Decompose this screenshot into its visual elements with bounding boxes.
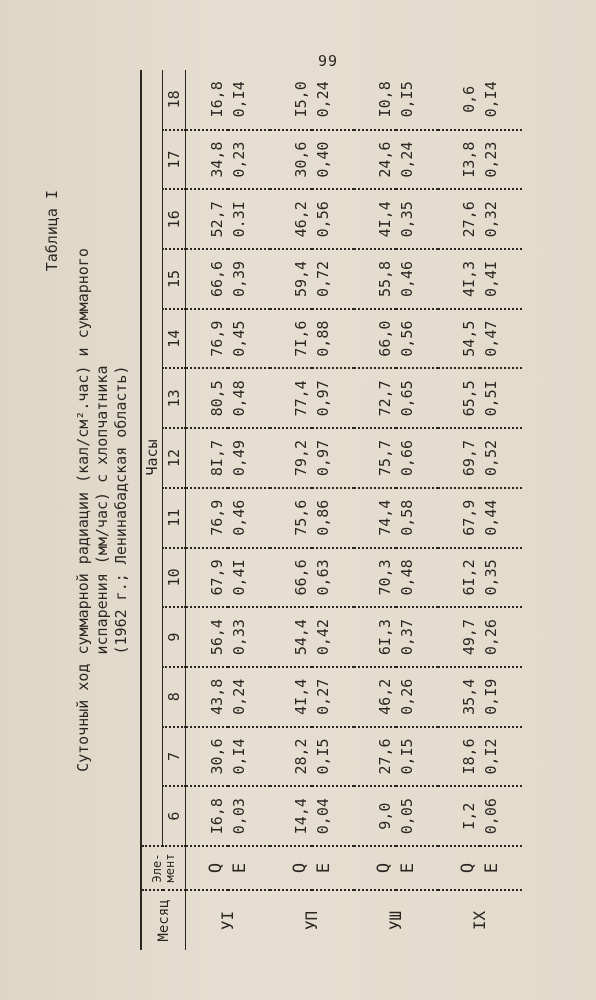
- table-cell: 67,9: [438, 488, 480, 548]
- table-cell: 0,I4: [480, 70, 522, 130]
- table-cell: 9,0: [376, 802, 394, 830]
- header-element: [141, 846, 186, 890]
- header-hour-10: 10: [163, 548, 186, 608]
- header-hour-18: 18: [163, 70, 186, 130]
- element-e-label: Е: [312, 846, 354, 890]
- table-cell: 75,6: [270, 488, 312, 548]
- table-cell: 56,4: [186, 607, 229, 667]
- table-cell: 34,8: [186, 130, 229, 190]
- table-cell: 0,24: [228, 667, 270, 727]
- table-cell: 0,27: [312, 667, 354, 727]
- table-cell: 77,4: [270, 369, 312, 429]
- table-row: [396, 70, 438, 950]
- table-cell: 0,56: [396, 309, 438, 369]
- table-cell: 0,49: [228, 428, 270, 488]
- table-cell: 27,6: [438, 189, 480, 249]
- table-cell: I6,8: [186, 70, 229, 130]
- table-cell: 0,48: [228, 369, 270, 429]
- table-cell: 35,4: [438, 667, 480, 727]
- table-cell: 0,6: [438, 70, 480, 130]
- table-cell: 0,52: [480, 428, 522, 488]
- table-cell: 0,46: [228, 488, 270, 548]
- table-cell: 46,2: [354, 667, 396, 727]
- table-cell: I6,8: [208, 798, 226, 835]
- month-label: IX: [438, 890, 522, 950]
- table-cell: 0,65: [396, 369, 438, 429]
- header-hours: Часы: [143, 439, 161, 476]
- table-cell: 0,42: [312, 607, 354, 667]
- table-cell: 43,8: [186, 667, 229, 727]
- table-cell: 79,2: [270, 428, 312, 488]
- table-cell: 0,I5: [312, 727, 354, 787]
- month-label: УШ: [354, 890, 438, 950]
- table-cell: 0.3I: [228, 189, 270, 249]
- header-hour-row: [163, 70, 186, 950]
- table-cell: 0,I5: [396, 727, 438, 787]
- table-row: [186, 70, 229, 950]
- table-cell: 0,97: [312, 428, 354, 488]
- table-cell: 0,5I: [480, 369, 522, 429]
- table-cell: 49,7: [438, 607, 480, 667]
- table-cell: I5,0: [270, 70, 312, 130]
- header-hour-6: 6: [163, 786, 186, 846]
- table-cell: 0,66: [396, 428, 438, 488]
- caption-line-3: (1962 г.; Ленинабадская область): [112, 365, 130, 655]
- table-cell: 52,7: [186, 189, 229, 249]
- table-row: [312, 70, 354, 950]
- element-q-label: Q: [354, 846, 396, 890]
- table-cell: 0,56: [312, 189, 354, 249]
- header-hour-13: 13: [163, 369, 186, 429]
- element-q-label: Q: [270, 846, 312, 890]
- table-cell: 0,58: [396, 488, 438, 548]
- table-cell: 27,6: [354, 727, 396, 787]
- page-number: 99: [318, 52, 339, 70]
- table-cell: 24,6: [354, 130, 396, 190]
- table-cell: 72,7: [354, 369, 396, 429]
- table-cell: 0,97: [312, 369, 354, 429]
- table-cell: 0,45: [228, 309, 270, 369]
- table-cell: 76,9: [186, 488, 229, 548]
- table-cell: 28,2: [270, 727, 312, 787]
- element-e-label: Е: [228, 846, 270, 890]
- table-cell: 69,7: [438, 428, 480, 488]
- rotated-table-block: [43, 70, 553, 950]
- table-cell: 6I,2: [438, 548, 480, 608]
- table-cell: 6I,3: [354, 607, 396, 667]
- table-cell: 59,4: [270, 249, 312, 309]
- header-hour-17: 17: [163, 130, 186, 190]
- table-cell: 0,35: [480, 548, 522, 608]
- table-cell: 0,04: [314, 798, 332, 835]
- table-cell: 74,4: [354, 488, 396, 548]
- table-cell: 0,35: [396, 189, 438, 249]
- table-cell: 66,0: [354, 309, 396, 369]
- table-cell: 0,32: [480, 189, 522, 249]
- table-row: [228, 70, 270, 950]
- table-cell: 30,6: [270, 130, 312, 190]
- table-cell: 0,40: [312, 130, 354, 190]
- element-e-label: Е: [480, 846, 522, 890]
- header-hour-14: 14: [163, 309, 186, 369]
- table-cell: 76,9: [186, 309, 229, 369]
- table-cell: 0,23: [480, 130, 522, 190]
- header-month: Месяц: [141, 890, 186, 950]
- table-cell: 7I,6: [270, 309, 312, 369]
- table-cell: 75,7: [354, 428, 396, 488]
- caption-line-1: Суточный ход суммарной радиации (кал/см².час) и суммарного: [74, 248, 92, 772]
- table-cell: 0,63: [312, 548, 354, 608]
- table-cell: 54,5: [438, 309, 480, 369]
- header-hour-12: 12: [163, 428, 186, 488]
- table-cell: 0,44: [480, 488, 522, 548]
- table-cell: 0,88: [312, 309, 354, 369]
- table-cell: 0,05: [398, 798, 416, 835]
- header-element-line-1: Эле-: [149, 853, 164, 883]
- header-hour-8: 8: [163, 667, 186, 727]
- table-cell: 4I,3: [438, 249, 480, 309]
- table-row: [438, 70, 480, 950]
- month-label: УI: [186, 890, 271, 950]
- table-cell: I8,6: [438, 727, 480, 787]
- caption-line-2: испарения (мм/час) с хлопчатника: [93, 365, 111, 655]
- table-cell: 65,5: [438, 369, 480, 429]
- table-cell: 0,48: [396, 548, 438, 608]
- table-cell: 0,37: [396, 607, 438, 667]
- table-cell: 0,06: [482, 798, 500, 835]
- table-cell: 46,2: [270, 189, 312, 249]
- table-cell: 0,4I: [228, 548, 270, 608]
- table-cell: 66,6: [186, 249, 229, 309]
- table-cell: 4I,4: [354, 189, 396, 249]
- table-cell: I4,4: [292, 798, 310, 835]
- table-cell: 70,3: [354, 548, 396, 608]
- header-hour-7: 7: [163, 727, 186, 787]
- table-row: [270, 70, 312, 950]
- table-cell: 54,4: [270, 607, 312, 667]
- table-label: Таблица I: [43, 190, 61, 272]
- table-row: [480, 70, 522, 950]
- table-cell: 0,26: [396, 667, 438, 727]
- header-element-line-2: мент: [162, 853, 177, 883]
- table-cell: 0,03: [230, 798, 248, 835]
- table-cell: I0,8: [354, 70, 396, 130]
- table-cell: 0,33: [228, 607, 270, 667]
- table-cell: 4I,4: [270, 667, 312, 727]
- table-cell: 0,23: [228, 130, 270, 190]
- element-q-label: Q: [438, 846, 480, 890]
- header-hour-11: 11: [163, 488, 186, 548]
- table-cell: 0,39: [228, 249, 270, 309]
- table-cell: 0,26: [480, 607, 522, 667]
- table-cell: 0,I2: [480, 727, 522, 787]
- table-cell: 30,6: [186, 727, 229, 787]
- table-cell: 0,I5: [396, 70, 438, 130]
- header-hour-9: 9: [163, 607, 186, 667]
- table-cell: 0,47: [480, 309, 522, 369]
- table-cell: I3,8: [438, 130, 480, 190]
- month-label: УП: [270, 890, 354, 950]
- table-cell: 0,86: [312, 488, 354, 548]
- table-cell: 0,I4: [228, 727, 270, 787]
- header-hour-16: 16: [163, 189, 186, 249]
- table-cell: 0,72: [312, 249, 354, 309]
- table-cell: 67,9: [186, 548, 229, 608]
- table-cell: 55,8: [354, 249, 396, 309]
- table-row: [354, 70, 396, 950]
- table-cell: 80,5: [186, 369, 229, 429]
- table-cell: 0,46: [396, 249, 438, 309]
- header-hour-15: 15: [163, 249, 186, 309]
- data-table: [140, 70, 522, 950]
- table-body: [186, 70, 523, 950]
- table-cell: 0,24: [312, 70, 354, 130]
- table-cell: 0,4I: [480, 249, 522, 309]
- element-e-label: Е: [396, 846, 438, 890]
- element-q-label: Q: [186, 846, 229, 890]
- table-cell: I,2: [460, 802, 478, 830]
- table-cell: 66,6: [270, 548, 312, 608]
- table-cell: 0,I9: [480, 667, 522, 727]
- table-cell: 0,24: [396, 130, 438, 190]
- table-cell: 8I,7: [186, 428, 229, 488]
- table-cell: 0,I4: [228, 70, 270, 130]
